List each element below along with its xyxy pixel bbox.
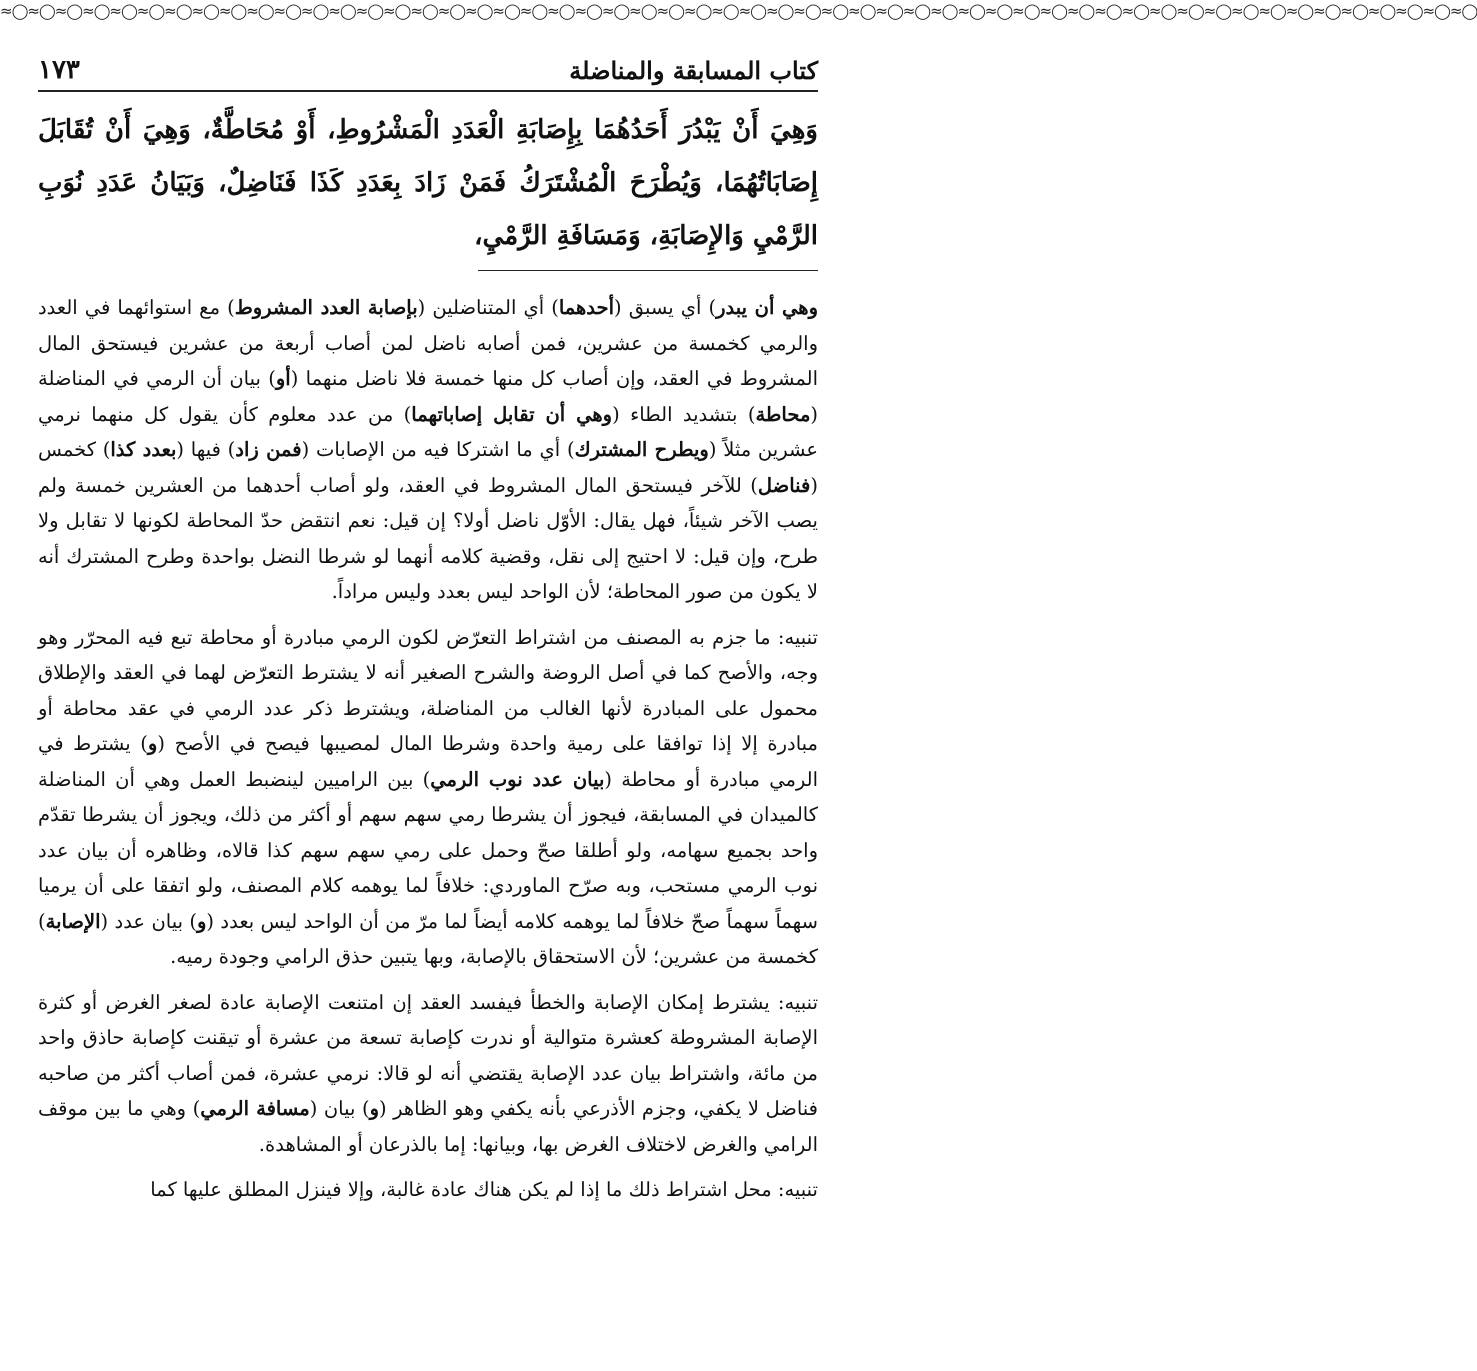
commentary-text: ) مع استوائهما في العدد والرمي كخمسة من عشرين، فمن أصابه ناضل لمن أصاب أربعة من عشرين فيستحق المال المشروط في العقد، وإن أصاب كل منها خمسة فلا ناضل منهما ( xyxy=(38,296,818,390)
matn-quote: و xyxy=(369,1097,379,1120)
commentary-text: ) أي يسبق ( xyxy=(614,296,717,319)
commentary-text: ) أي ما اشتركا فيه من الإصابات ( xyxy=(301,438,575,461)
commentary-text: ) من عدد معلوم كأن يقول كل منهما نرمي عشرين مثلاً ( xyxy=(38,402,818,461)
commentary-text: ) بتشديد الطاء ( xyxy=(612,402,756,426)
commentary-paragraph xyxy=(38,985,818,1163)
matn-quote: فناضل xyxy=(757,473,811,497)
commentary-text: تنبيه: محل اشتراط ذلك ما إذا لم يكن هناك عادة غالبة، وإلا فينزل المطلق عليها كما xyxy=(150,1178,818,1201)
matn-quote: الإصابة xyxy=(45,909,101,933)
commentary-paragraph xyxy=(38,290,818,610)
commentary-text: ) يشترط في الرمي مبادرة أو محاطة ( xyxy=(38,732,819,791)
commentary-text: ) وهي ما بين موقف الرامي والغرض لاختلاف الغرض بها، وبيانها: إما بالذرعان أو المشاهدة. xyxy=(38,1097,818,1156)
matn-quote: وهي أن تقابل إصاباتهما xyxy=(411,402,613,426)
commentary-text: ) بيان ( xyxy=(309,1097,370,1120)
running-header xyxy=(38,50,818,92)
matn-quote: مسافة الرمي xyxy=(200,1097,310,1120)
commentary-text: ) كخمسة من عشرين؛ لأن الاستحقاق بالإصابة، وبها يتبين حذق الرامي وجودة رميه. xyxy=(38,909,818,968)
commentary-paragraph xyxy=(38,1172,818,1208)
top-ornamental-border: ≈◯≈◯≈◯≈◯≈◯≈◯≈◯≈◯≈◯≈◯≈◯≈◯≈◯≈◯≈◯≈◯≈◯≈◯≈◯≈◯≈◯≈◯≈◯≈◯≈◯≈◯≈◯≈◯≈◯≈◯≈◯≈◯≈◯≈◯≈◯≈◯≈◯≈◯≈◯≈◯≈◯≈◯≈◯≈◯≈◯≈◯≈◯≈◯≈◯≈◯≈◯≈◯≈◯≈◯ xyxy=(0,2,1477,20)
commentary-text: ) كخمس ( xyxy=(38,438,818,497)
matn-quote: و xyxy=(147,732,158,755)
bottom-edge xyxy=(0,1357,856,1371)
matn-quote: وهي أن يبدر xyxy=(716,296,819,319)
separator-rule xyxy=(478,270,818,271)
commentary-text: ) أي المتناضلين ( xyxy=(417,296,559,319)
commentary-text: ) للآخر فيستحق المال المشروط في العقد، ولو أصاب أحدهما من العشرين خمسة ولم يصب الآخر شيئاً، فهل يقال: الأوّل ناضل أولا؟ إن قيل: نعم انتقض حدّ المحاطة لكونها لا تقابل ولا طرح، وإن قيل: لا احتيج إلى نقل، وقضية كلامه أنهما لو شرطا النضل بواحدة وطرح المشترك أنه لا يكون من صور المحاطة؛ لأن الواحد ليس بعدد وليس مراداً. xyxy=(38,473,818,603)
matn-quote: أو xyxy=(275,367,291,390)
commentary-text: ) فيها ( xyxy=(176,438,236,461)
book-title: كتاب المسابقة والمناضلة xyxy=(569,55,818,85)
matn-text: وَهِيَ أَنْ يَبْدُرَ أَحَدُهُمَا بِإِصَابَةِ الْعَدَدِ الْمَشْرُوطِ، أَوْ مُحَاطَّةٌ، وَهِيَ أَنْ تُقَابَلَ إِصَابَاتُهُمَا، وَيُطْرَحَ الْمُشْتَرَكُ فَمَنْ زَادَ بِعَدَدِ كَذَا فَنَاضِلٌ، وَبَيَانُ عَدَدِ نُوَبِ الرَّمْيِ وَالإِصَابَةِ، وَمَسَافَةِ الرَّمْيِ، xyxy=(38,115,818,251)
commentary-body xyxy=(38,290,818,1208)
commentary-text: ) بين الراميين لينضبط العمل وهي أن المناضلة كالميدان في المسابقة، فيجوز أن يشرطا رمي سهم سهم أو أكثر من ذلك، ويجوز أن يشرطا تقدّم واحد بجميع سهامه، ولو أطلقا صحّ وحمل على رمي سهم سهم كذا قالاه، وظاهره أن بيان عدد نوب الرمي مستحب، وبه صرّح الماوردي: خلافاً لما يوهمه كلام المصنف، ولو اتفقا على أن يرميا سهماً سهماً صحّ خلافاً لما يوهمه كلامه أيضاً لما مرّ من أن الواحد ليس بعدد ( xyxy=(38,767,818,933)
matn-quote: محاطة xyxy=(755,402,811,426)
page-number: ١٧٣ xyxy=(38,55,80,85)
matn-quote: و xyxy=(197,909,207,933)
commentary-paragraph xyxy=(38,620,818,975)
commentary-text: تنبيه: يشترط إمكان الإصابة والخطأ فيفسد العقد إن امتنعت الإصابة عادة لصغر الغرض أو كثرة الإصابة المشروطة كعشرة متوالية أو ندرت كإصابة تسعة من عشرة أو تيقنت كإصابة حاذق واحد من مائة، واشتراط بيان عدد الإصابة يقتضي أنه لو قالا: نرمي عشرة، فمن أصاب أكثر من صاحبه فناضل لا يكفي، وجزم الأذرعي بأنه يكفي وهو الظاهر ( xyxy=(38,990,818,1120)
matn-quote: فمن زاد xyxy=(235,438,302,461)
commentary-text: ) بيان أن الرمي في المناضلة ( xyxy=(38,367,819,426)
commentary-text: تنبيه: ما جزم به المصنف من اشتراط التعرّض لكون الرمي مبادرة أو محاطة تبع فيه المحرّر وهو وجه، والأصح كما في أصل الروضة والشرح الصغير أنه لا يشترط التعرّض لهما في العقد والإطلاق محمول على المبادرة لأنها الغالب من المناضلة، ويشترط ذكر عدد الرمي في عقد محاطة أو مبادرة إلا إذا توافقا على رمية واحدة وشرطا المال لمصيبها فيصح في الأصح ( xyxy=(38,625,818,755)
matn-quote: ويطرح المشترك xyxy=(574,438,709,461)
matn-quote: أحدهما xyxy=(558,296,615,319)
matn-quote: بإصابة العدد المشروط xyxy=(234,296,418,319)
matn-quote: بيان عدد نوب الرمي xyxy=(430,767,605,791)
matn-quote: بعدد كذا xyxy=(110,438,177,461)
commentary-text: ) بيان عدد ( xyxy=(100,909,197,933)
